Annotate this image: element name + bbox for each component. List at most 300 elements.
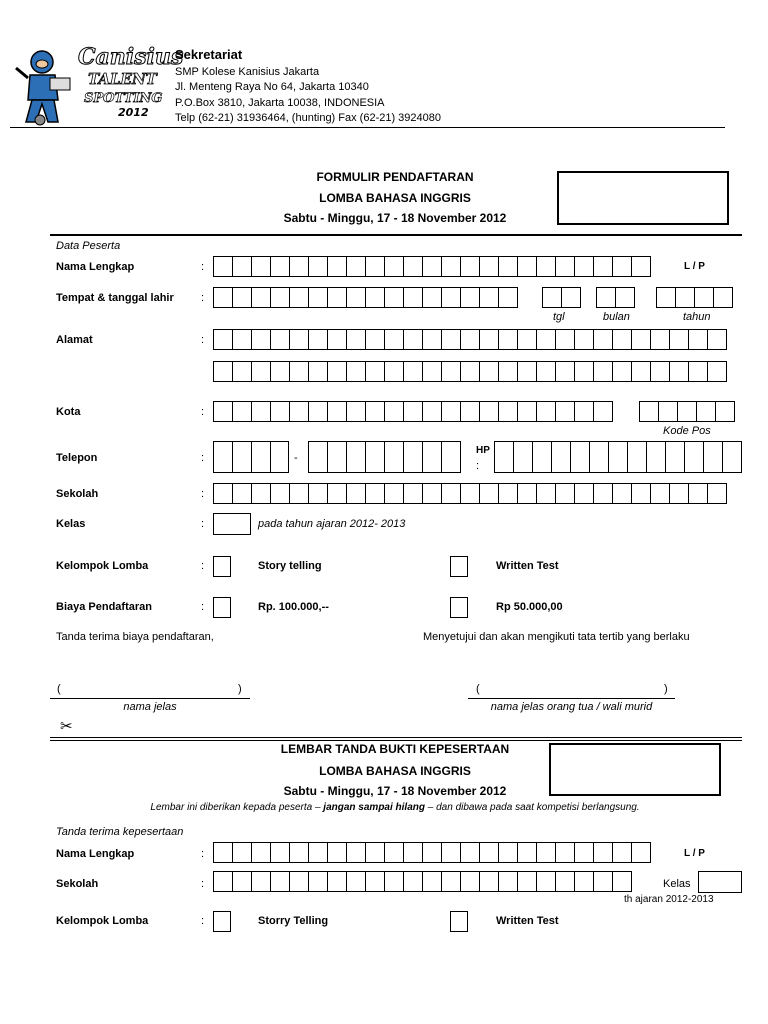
signature-line-parent[interactable]	[468, 698, 675, 699]
input-cell[interactable]	[536, 401, 556, 422]
input-cell[interactable]	[555, 842, 575, 863]
input-cell[interactable]	[422, 361, 442, 382]
input-cell[interactable]	[270, 256, 290, 277]
input-cell[interactable]	[612, 483, 632, 504]
input-cell[interactable]	[384, 842, 404, 863]
label-hp: HP	[476, 445, 490, 456]
input-cell[interactable]	[403, 361, 423, 382]
input-cell[interactable]	[346, 329, 366, 350]
input-cell[interactable]	[384, 871, 404, 892]
agreement-label: Menyetujui dan akan mengikuti tata tertib yang berlaku	[423, 631, 690, 643]
input-cell[interactable]	[669, 483, 689, 504]
colon: :	[201, 601, 205, 613]
input-cell[interactable]	[308, 401, 328, 422]
input-cell[interactable]	[422, 483, 442, 504]
input-cell[interactable]	[479, 842, 499, 863]
input-cell[interactable]	[593, 256, 613, 277]
scissors-icon: ✂	[60, 718, 73, 735]
input-cell[interactable]	[536, 871, 556, 892]
colon: :	[201, 560, 205, 572]
input-cell[interactable]	[707, 483, 727, 504]
input-cell[interactable]	[232, 361, 252, 382]
input-cell[interactable]	[517, 361, 537, 382]
input-cell[interactable]	[498, 483, 518, 504]
slip-nama-cells[interactable]	[213, 842, 651, 863]
colon: :	[201, 848, 205, 860]
slip-label-sekolah: Sekolah	[56, 878, 99, 890]
address-line-2: Jl. Menteng Raya No 64, Jakarta 10340	[175, 81, 369, 93]
input-cell[interactable]	[593, 842, 613, 863]
input-cell[interactable]	[327, 842, 347, 863]
input-cell[interactable]	[631, 483, 651, 504]
input-cell[interactable]	[403, 329, 423, 350]
input-cell[interactable]	[555, 871, 575, 892]
input-cell[interactable]	[460, 842, 480, 863]
input-cell[interactable]	[650, 361, 670, 382]
slip-th-ajaran: th ajaran 2012-2013	[624, 894, 714, 905]
input-cell[interactable]	[593, 361, 613, 382]
input-cell[interactable]	[270, 361, 290, 382]
input-cell[interactable]	[574, 871, 594, 892]
input-cell[interactable]	[612, 871, 632, 892]
slip-number-box[interactable]	[549, 743, 721, 796]
slip-sekolah-cells[interactable]	[213, 871, 632, 892]
input-cell[interactable]	[403, 256, 423, 277]
input-cell[interactable]	[688, 361, 708, 382]
input-cell[interactable]	[251, 483, 271, 504]
input-cell[interactable]	[536, 361, 556, 382]
label-nama-lengkap: Nama Lengkap	[56, 261, 135, 273]
input-cell[interactable]	[589, 441, 609, 473]
input-cell[interactable]	[441, 287, 461, 308]
input-cell[interactable]	[536, 256, 556, 277]
input-cell[interactable]	[612, 842, 632, 863]
svg-text:2012: 2012	[118, 106, 149, 119]
input-cell[interactable]	[308, 361, 328, 382]
input-cell[interactable]	[213, 256, 233, 277]
input-cell[interactable]	[384, 401, 404, 422]
input-cell[interactable]	[441, 441, 461, 473]
input-cell[interactable]	[675, 287, 695, 308]
address-line-4: Telp (62-21) 31936464, (hunting) Fax (62-21) 3924080	[175, 112, 442, 124]
input-cell[interactable]	[479, 871, 499, 892]
input-cell[interactable]	[327, 871, 347, 892]
input-cell[interactable]	[270, 483, 290, 504]
registration-number-box[interactable]	[557, 171, 729, 225]
input-cell[interactable]	[441, 256, 461, 277]
colon: :	[201, 518, 205, 530]
input-cell[interactable]	[289, 401, 309, 422]
input-cell[interactable]	[498, 871, 518, 892]
input-cell[interactable]	[365, 483, 385, 504]
sig2-paren-close: )	[664, 683, 668, 695]
input-cell[interactable]	[696, 401, 716, 422]
input-cell[interactable]	[612, 256, 632, 277]
input-cell[interactable]	[346, 287, 366, 308]
input-cell[interactable]	[460, 287, 480, 308]
slip-title: LEMBAR TANDA BUKTI KEPESERTAAN	[280, 742, 510, 756]
input-cell[interactable]	[384, 256, 404, 277]
input-cell[interactable]	[441, 842, 461, 863]
input-cell[interactable]	[232, 871, 252, 892]
sig1-paren-close: )	[238, 683, 242, 695]
input-cell[interactable]	[403, 842, 423, 863]
input-cell[interactable]	[694, 287, 714, 308]
input-cell[interactable]	[441, 329, 461, 350]
input-cell[interactable]	[346, 256, 366, 277]
input-cell[interactable]	[365, 329, 385, 350]
input-cell[interactable]	[289, 842, 309, 863]
tempat-lahir-cells[interactable]	[213, 287, 518, 308]
tahun-caption: tahun	[683, 311, 711, 323]
input-cell[interactable]	[384, 441, 404, 473]
input-cell[interactable]	[213, 401, 233, 422]
input-cell[interactable]	[441, 361, 461, 382]
input-cell[interactable]	[703, 441, 723, 473]
input-cell[interactable]	[551, 441, 571, 473]
input-cell[interactable]	[612, 361, 632, 382]
input-cell[interactable]	[650, 329, 670, 350]
input-cell[interactable]	[213, 871, 233, 892]
title-divider	[50, 234, 742, 236]
input-cell[interactable]	[422, 287, 442, 308]
input-cell[interactable]	[612, 329, 632, 350]
kota-cells[interactable]	[213, 401, 613, 422]
input-cell[interactable]	[536, 329, 556, 350]
bulan-cells[interactable]	[596, 287, 635, 308]
input-cell[interactable]	[213, 483, 233, 504]
input-cell[interactable]	[213, 842, 233, 863]
input-cell[interactable]	[715, 401, 735, 422]
input-cell[interactable]	[593, 871, 613, 892]
input-cell[interactable]	[536, 483, 556, 504]
input-cell[interactable]	[517, 842, 537, 863]
input-cell[interactable]	[555, 256, 575, 277]
input-cell[interactable]	[542, 287, 562, 308]
input-cell[interactable]	[384, 329, 404, 350]
kode-pos-cells[interactable]	[639, 401, 735, 422]
input-cell[interactable]	[422, 842, 442, 863]
input-cell[interactable]	[479, 329, 499, 350]
input-cell[interactable]	[460, 401, 480, 422]
input-cell[interactable]	[593, 329, 613, 350]
input-cell[interactable]	[658, 401, 678, 422]
input-cell[interactable]	[270, 329, 290, 350]
input-cell[interactable]	[656, 287, 676, 308]
option-story-telling: Story telling	[258, 560, 322, 572]
input-cell[interactable]	[308, 287, 328, 308]
sekolah-cells[interactable]	[213, 483, 727, 504]
input-cell[interactable]	[532, 441, 552, 473]
input-cell[interactable]	[365, 287, 385, 308]
input-cell[interactable]	[403, 483, 423, 504]
input-cell[interactable]	[251, 842, 271, 863]
input-cell[interactable]	[460, 329, 480, 350]
input-cell[interactable]	[713, 287, 733, 308]
input-cell[interactable]	[346, 361, 366, 382]
input-cell[interactable]	[327, 361, 347, 382]
input-cell[interactable]	[669, 361, 689, 382]
input-cell[interactable]	[365, 256, 385, 277]
input-cell[interactable]	[574, 483, 594, 504]
section-data-peserta: Data Peserta	[56, 240, 121, 252]
input-cell[interactable]	[441, 483, 461, 504]
input-cell[interactable]	[289, 361, 309, 382]
form-title: FORMULIR PENDAFTARAN	[316, 170, 474, 184]
input-cell[interactable]	[327, 441, 347, 473]
telepon-number-cells[interactable]	[308, 441, 461, 473]
receipt-label: Tanda terima biaya pendaftaran,	[56, 631, 214, 643]
input-cell[interactable]	[365, 401, 385, 422]
input-cell[interactable]	[615, 287, 635, 308]
input-cell[interactable]	[593, 483, 613, 504]
sig1-caption: nama jelas	[123, 701, 177, 713]
label-alamat: Alamat	[56, 334, 93, 346]
input-cell[interactable]	[213, 329, 233, 350]
input-cell[interactable]	[270, 871, 290, 892]
input-cell[interactable]	[631, 842, 651, 863]
input-cell[interactable]	[232, 483, 252, 504]
input-cell[interactable]	[498, 842, 518, 863]
nama-lengkap-cells[interactable]	[213, 256, 651, 277]
input-cell[interactable]	[327, 401, 347, 422]
input-cell[interactable]	[289, 287, 309, 308]
input-cell[interactable]	[327, 483, 347, 504]
input-cell[interactable]	[213, 361, 233, 382]
label-telepon: Telepon	[56, 452, 98, 464]
input-cell[interactable]	[422, 871, 442, 892]
input-cell[interactable]	[555, 329, 575, 350]
input-cell[interactable]	[441, 401, 461, 422]
input-cell[interactable]	[631, 329, 651, 350]
slip-option-written-test: Written Test	[496, 915, 559, 927]
input-cell[interactable]	[270, 842, 290, 863]
input-cell[interactable]	[593, 401, 613, 422]
input-cell[interactable]	[688, 483, 708, 504]
input-cell[interactable]	[270, 287, 290, 308]
colon: :	[476, 460, 480, 472]
section-tanda-terima: Tanda terima kepesertaan	[56, 826, 184, 838]
input-cell[interactable]	[665, 441, 685, 473]
input-cell[interactable]	[574, 401, 594, 422]
input-cell[interactable]	[232, 401, 252, 422]
colon: :	[201, 261, 205, 273]
input-cell[interactable]	[574, 361, 594, 382]
input-cell[interactable]	[669, 329, 689, 350]
slip-storry-telling-checkbox[interactable]	[213, 911, 231, 932]
input-cell[interactable]	[517, 256, 537, 277]
input-cell[interactable]	[574, 329, 594, 350]
input-cell[interactable]	[422, 256, 442, 277]
input-cell[interactable]	[232, 329, 252, 350]
input-cell[interactable]	[365, 441, 385, 473]
input-cell[interactable]	[251, 361, 271, 382]
input-cell[interactable]	[403, 441, 423, 473]
kode-pos-caption: Kode Pos	[663, 425, 711, 437]
alamat-cells-1[interactable]	[213, 329, 727, 350]
slip-subtitle: LOMBA BAHASA INGGRIS	[319, 764, 471, 778]
input-cell[interactable]	[346, 441, 366, 473]
svg-text:TALENT: TALENT	[88, 70, 157, 88]
input-cell[interactable]	[650, 483, 670, 504]
input-cell[interactable]	[308, 329, 328, 350]
input-cell[interactable]	[570, 441, 590, 473]
input-cell[interactable]	[479, 256, 499, 277]
input-cell[interactable]	[251, 871, 271, 892]
input-cell[interactable]	[422, 441, 442, 473]
input-cell[interactable]	[251, 256, 271, 277]
input-cell[interactable]	[232, 287, 252, 308]
slip-option-storry-telling: Storry Telling	[258, 915, 329, 927]
input-cell[interactable]	[308, 256, 328, 277]
input-cell[interactable]	[627, 441, 647, 473]
option-written-test: Written Test	[496, 560, 559, 572]
slip-gender-l-p: L / P	[684, 848, 705, 859]
input-cell[interactable]	[498, 401, 518, 422]
input-cell[interactable]	[346, 483, 366, 504]
form-subtitle: LOMBA BAHASA INGGRIS	[319, 191, 471, 205]
input-cell[interactable]	[631, 256, 651, 277]
input-cell[interactable]	[555, 361, 575, 382]
input-cell[interactable]	[555, 401, 575, 422]
story-telling-checkbox[interactable]	[213, 556, 231, 577]
input-cell[interactable]	[289, 871, 309, 892]
input-cell[interactable]	[365, 361, 385, 382]
input-cell[interactable]	[441, 871, 461, 892]
input-cell[interactable]	[346, 871, 366, 892]
slip-date: Sabtu - Minggu, 17 - 18 November 2012	[283, 784, 507, 798]
input-cell[interactable]	[460, 871, 480, 892]
input-cell[interactable]	[232, 256, 252, 277]
fee-50000: Rp 50.000,00	[496, 601, 563, 613]
input-cell[interactable]	[460, 361, 480, 382]
input-cell[interactable]	[308, 441, 328, 473]
sig2-caption: nama jelas orang tua / wali murid	[490, 701, 653, 713]
org-title: Sekretariat	[175, 47, 243, 62]
input-cell[interactable]	[517, 401, 537, 422]
input-cell[interactable]	[561, 287, 581, 308]
address-line-1: SMP Kolese Kanisius Jakarta	[175, 66, 320, 78]
input-cell[interactable]	[289, 483, 309, 504]
input-cell[interactable]	[536, 842, 556, 863]
slip-written-test-checkbox[interactable]	[450, 911, 468, 932]
telepon-area-code[interactable]	[213, 441, 289, 473]
input-cell[interactable]	[308, 871, 328, 892]
input-cell[interactable]	[308, 483, 328, 504]
colon: :	[201, 878, 205, 890]
input-cell[interactable]	[596, 287, 616, 308]
slip-kelas-input[interactable]	[698, 871, 742, 893]
input-cell[interactable]	[308, 842, 328, 863]
input-cell[interactable]	[684, 441, 704, 473]
input-cell[interactable]	[346, 401, 366, 422]
input-cell[interactable]	[688, 329, 708, 350]
input-cell[interactable]	[384, 361, 404, 382]
input-cell[interactable]	[403, 287, 423, 308]
input-cell[interactable]	[555, 483, 575, 504]
input-cell[interactable]	[479, 361, 499, 382]
sig1-paren-open: (	[57, 683, 61, 695]
input-cell[interactable]	[498, 256, 518, 277]
input-cell[interactable]	[251, 401, 271, 422]
input-cell[interactable]	[460, 256, 480, 277]
kelas-note: pada tahun ajaran 2012- 2013	[258, 518, 406, 530]
input-cell[interactable]	[513, 441, 533, 473]
address-line-3: P.O.Box 3810, Jakarta 10038, INDONESIA	[175, 97, 385, 109]
input-cell[interactable]	[517, 483, 537, 504]
input-cell[interactable]	[639, 401, 659, 422]
input-cell[interactable]	[460, 483, 480, 504]
input-cell[interactable]	[707, 329, 727, 350]
input-cell[interactable]	[384, 483, 404, 504]
input-cell[interactable]	[494, 441, 514, 473]
input-cell[interactable]	[479, 287, 499, 308]
input-cell[interactable]	[346, 842, 366, 863]
input-cell[interactable]	[498, 329, 518, 350]
signature-line-participant[interactable]	[50, 698, 250, 699]
input-cell[interactable]	[677, 401, 697, 422]
input-cell[interactable]	[327, 287, 347, 308]
written-test-checkbox[interactable]	[450, 556, 468, 577]
input-cell[interactable]	[707, 361, 727, 382]
input-cell[interactable]	[517, 871, 537, 892]
input-cell[interactable]	[327, 329, 347, 350]
input-cell[interactable]	[631, 361, 651, 382]
alamat-cells-2[interactable]	[213, 361, 727, 382]
input-cell[interactable]	[289, 256, 309, 277]
input-cell[interactable]	[403, 871, 423, 892]
slip-label-nama: Nama Lengkap	[56, 848, 135, 860]
input-cell[interactable]	[517, 329, 537, 350]
input-cell[interactable]	[232, 842, 252, 863]
kelas-input[interactable]	[213, 513, 251, 535]
input-cell[interactable]	[270, 401, 290, 422]
input-cell[interactable]	[289, 329, 309, 350]
input-cell[interactable]	[608, 441, 628, 473]
input-cell[interactable]	[722, 441, 742, 473]
colon: :	[201, 406, 205, 418]
input-cell[interactable]	[327, 256, 347, 277]
input-cell[interactable]	[646, 441, 666, 473]
input-cell[interactable]	[498, 361, 518, 382]
input-cell[interactable]	[365, 842, 385, 863]
telepon-dash: -	[294, 452, 298, 464]
colon: :	[201, 915, 205, 927]
input-cell[interactable]	[498, 287, 518, 308]
input-cell[interactable]	[251, 329, 271, 350]
fee-50000-checkbox[interactable]	[450, 597, 468, 618]
cut-line	[50, 737, 742, 738]
input-cell[interactable]	[251, 287, 271, 308]
input-cell[interactable]	[574, 842, 594, 863]
input-cell[interactable]	[384, 287, 404, 308]
input-cell[interactable]	[365, 871, 385, 892]
logo-wordmark-canisius: Canisius	[78, 44, 184, 70]
tahun-cells[interactable]	[656, 287, 733, 308]
hp-number-cells[interactable]	[494, 441, 742, 473]
tgl-caption: tgl	[553, 311, 565, 323]
label-kelas: Kelas	[56, 518, 86, 530]
fee-100000-checkbox[interactable]	[213, 597, 231, 618]
input-cell[interactable]	[479, 483, 499, 504]
input-cell[interactable]	[403, 401, 423, 422]
input-cell[interactable]	[479, 401, 499, 422]
input-cell[interactable]	[422, 401, 442, 422]
input-cell[interactable]	[213, 287, 233, 308]
input-cell[interactable]	[422, 329, 442, 350]
tgl-cells[interactable]	[542, 287, 581, 308]
input-cell[interactable]	[574, 256, 594, 277]
